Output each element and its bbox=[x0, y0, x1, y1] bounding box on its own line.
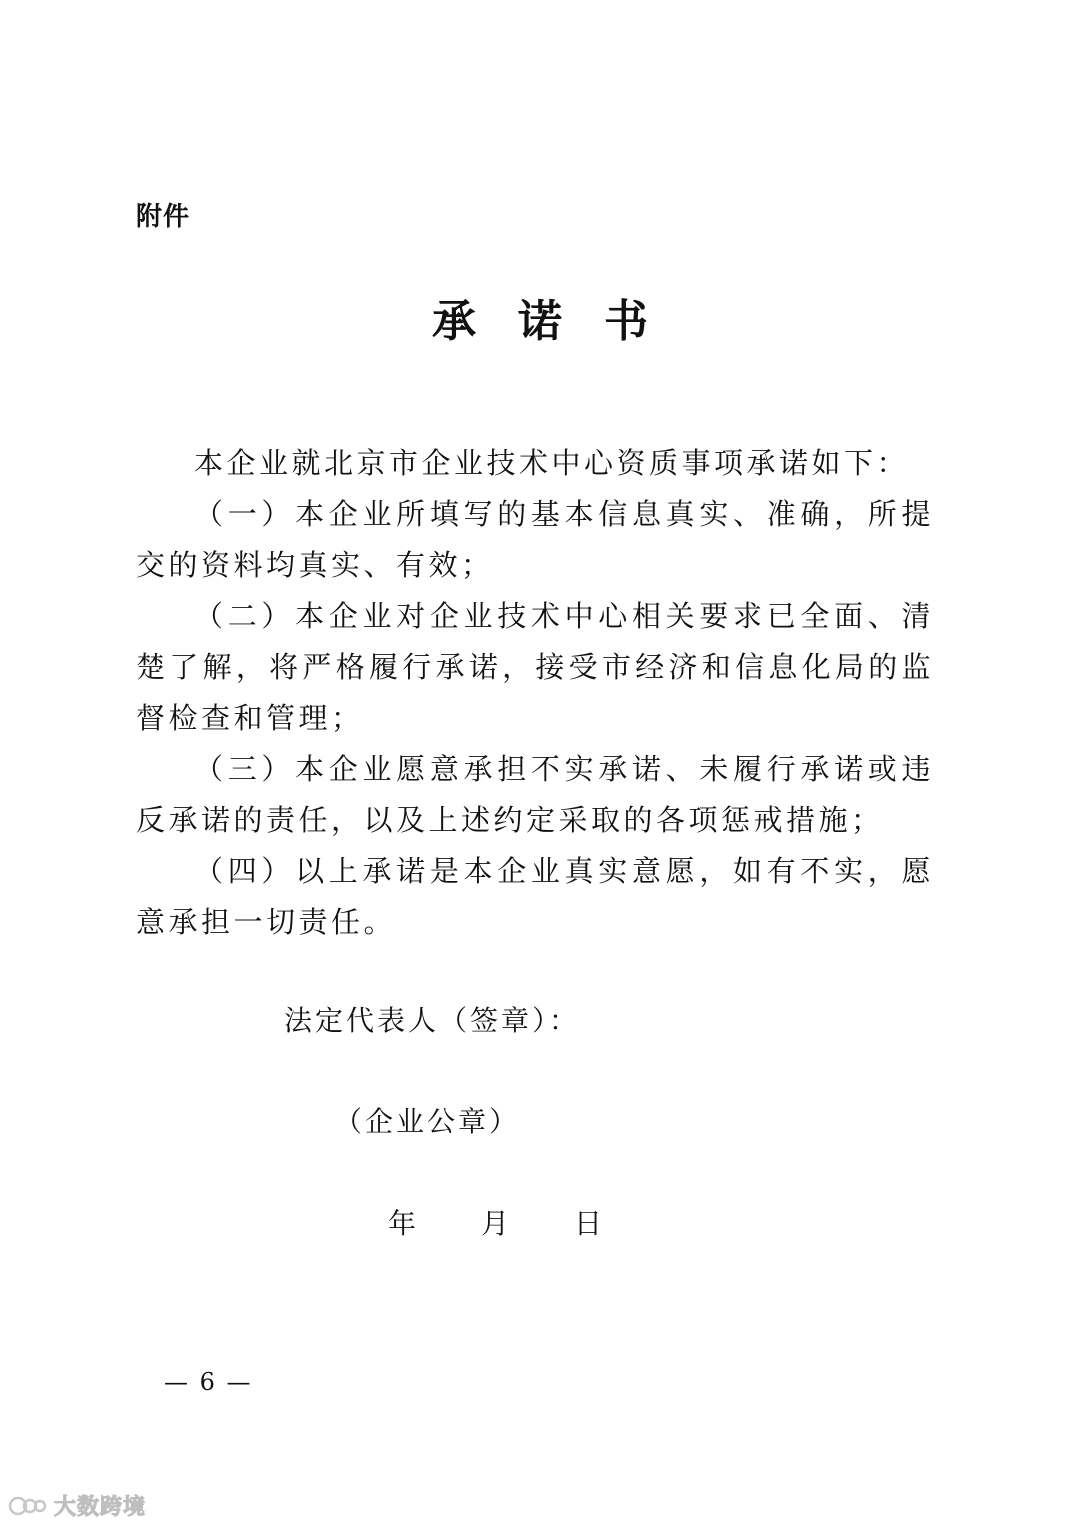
date-line: 年 月 日 bbox=[388, 1207, 606, 1240]
intro-paragraph: 本企业就北京市企业技术中心资质事项承诺如下： bbox=[194, 446, 910, 480]
commitment-body bbox=[136, 438, 934, 948]
legal-representative-signature-line: 法定代表人（签章）： bbox=[284, 1004, 581, 1037]
commitment-item-2: （二）本企业对企业技术中心相关要求已全面、清楚了解，将严格履行承诺，接受市经济和信息化局的监督检查和管理； bbox=[136, 599, 934, 735]
brand-logo-icon bbox=[8, 1493, 48, 1519]
commitment-item-4: （四）以上承诺是本企业真实意愿，如有不实，愿意承担一切责任。 bbox=[136, 854, 934, 939]
document-title: 承诺书 bbox=[432, 296, 690, 347]
page-number: — 6 — bbox=[164, 1368, 253, 1396]
watermark bbox=[8, 1490, 146, 1521]
watermark-text: 大数跨境 bbox=[54, 1495, 147, 1520]
company-seal-line: （企业公章） bbox=[334, 1105, 521, 1138]
commitment-item-3: （三）本企业愿意承担不实承诺、未履行承诺或违反承诺的责任，以及上述约定采取的各项惩戒措施； bbox=[136, 752, 934, 837]
commitment-item-1: （一）本企业所填写的基本信息真实、准确，所提交的资料均真实、有效； bbox=[136, 497, 934, 582]
attachment-label: 附件 bbox=[136, 202, 191, 232]
